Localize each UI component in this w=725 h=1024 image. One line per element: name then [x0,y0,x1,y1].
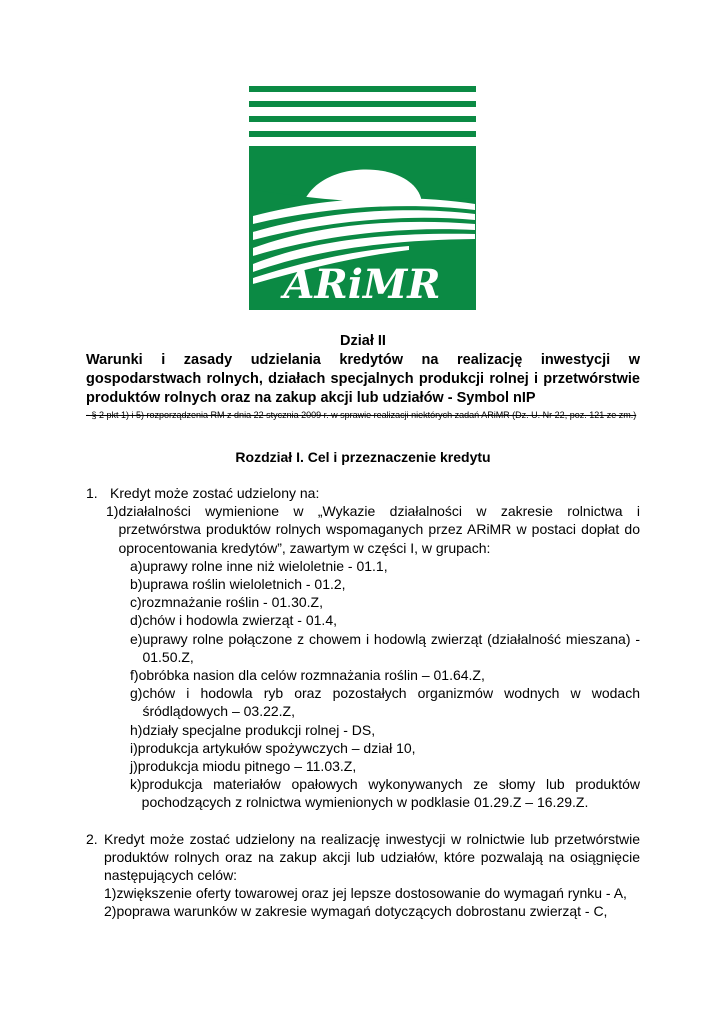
list-item-text: uprawy rolne inne niż wieloletnie - 01.1, [142,557,388,574]
list-item-text: obróbka nasion dla celów rozmnażania roślin – 01.64.Z, [138,667,485,684]
list-item-letter: f) [130,667,139,684]
list-item-letter: j) [130,758,138,775]
point-1 [86,484,640,502]
list-item-text: działy specjalne produkcji rolnej - DS, [142,721,376,738]
list-item [130,575,640,593]
list-item-letter: c) [130,594,142,611]
section-title: Dział II [340,333,386,349]
list-item [130,757,640,775]
list-item-text: chów i hodowla ryb oraz pozostałych organizmów wodnych w wodach śródlądowych – 03.22.Z, [142,685,640,720]
list-item-letter: h) [130,721,143,738]
point-text: Kredyt może zostać udzielony na: [110,485,320,501]
list-item-letter: e) [130,630,143,647]
list-item-letter: d) [130,612,143,629]
list-item-text: poprawa warunków w zakresie wymagań dotyczących dobrostanu zwierząt - C, [116,903,608,920]
chapter-title: Rozdział I. Cel i przeznaczenie kredytu [235,449,491,465]
legal-reference: - § 2 pkt 1) i 5) rozporządzenia RM z dnia 22 stycznia 2009 r. w sprawie realizacji niektórych zadań ARiMR (Dz. U. Nr 22, poz. 121 ze zm.) [86,410,637,420]
subpoint-number: 1) [106,503,119,520]
list-item [130,593,640,611]
list-item-text: produkcja artykułów spożywczych – dział 10, [137,739,416,756]
goal-list [104,884,640,920]
point-number: 1. [86,485,98,501]
list-item-number: 1) [104,885,117,902]
list-item-text: zwiększenie oferty towarowej oraz jej lepsze dostosowanie do wymagań rynku - A, [116,885,627,902]
point-1-subpoint-1 [106,502,640,811]
list-item-letter: i) [130,739,138,756]
list-item-letter: g) [130,685,143,702]
list-item [130,684,640,720]
list-item [104,902,640,920]
document-title: Warunki i zasady udzielania kredytów na realizację inwestycji w gospodarstwach rolnych, działach specjalnych produkcji rolnej i przetwórstwie produktów rolnych oraz na zakup akcji lub udziałów - Symbol nIP [86,352,640,406]
list-item [130,630,640,666]
point-2 [86,830,640,885]
list-item-text: rozmnażanie roślin - 01.30.Z, [141,594,323,611]
list-item-text: produkcja materiałów opałowych wykonywanych ze słomy lub produktów pochodzących z rolnictwa wymienionych w podklasie 01.29.Z – 16.29.Z. [141,776,640,811]
list-item-letter: k) [130,776,142,793]
list-item-number: 2) [104,903,117,920]
document-body [86,484,640,921]
list-item-letter: b) [130,576,143,593]
list-item [130,611,640,629]
activity-group-list [130,557,640,812]
list-item-text: chów i hodowla zwierząt - 01.4, [142,612,337,629]
subpoint-text: działalności wymienione w „Wykazie działalności w zakresie rolnictwa i przetwórstwa produktów rolnych wspomaganych przez ARiMR w postaci dopłat do oprocentowania kredytów”, zawartym w części I, w grupach: [118,503,640,556]
list-item [130,666,640,684]
list-item [130,739,640,757]
list-item-text: produkcja miodu pitnego – 11.03.Z, [137,758,357,775]
logo-text: ARiMR [283,261,441,308]
list-item [130,775,640,811]
point-number: 2. [86,830,98,847]
arimr-logo [249,86,476,310]
list-item [130,721,640,739]
list-item [130,557,640,575]
point-text: Kredyt może zostać udzielony na realizację inwestycji w rolnictwie lub przetwórstwie produktów rolnych oraz na zakup akcji lub udziałów, które pozwalają na osiągnięcie następujących celów: [104,830,640,884]
list-item-text: uprawa roślin wieloletnich - 01.2, [142,576,346,593]
document-heading [86,332,640,421]
list-item-letter: a) [130,557,143,574]
list-item-text: uprawy rolne połączone z chowem i hodowlą zwierząt (działalność mieszana) - 01.50.Z, [142,630,640,665]
list-item [104,884,640,902]
